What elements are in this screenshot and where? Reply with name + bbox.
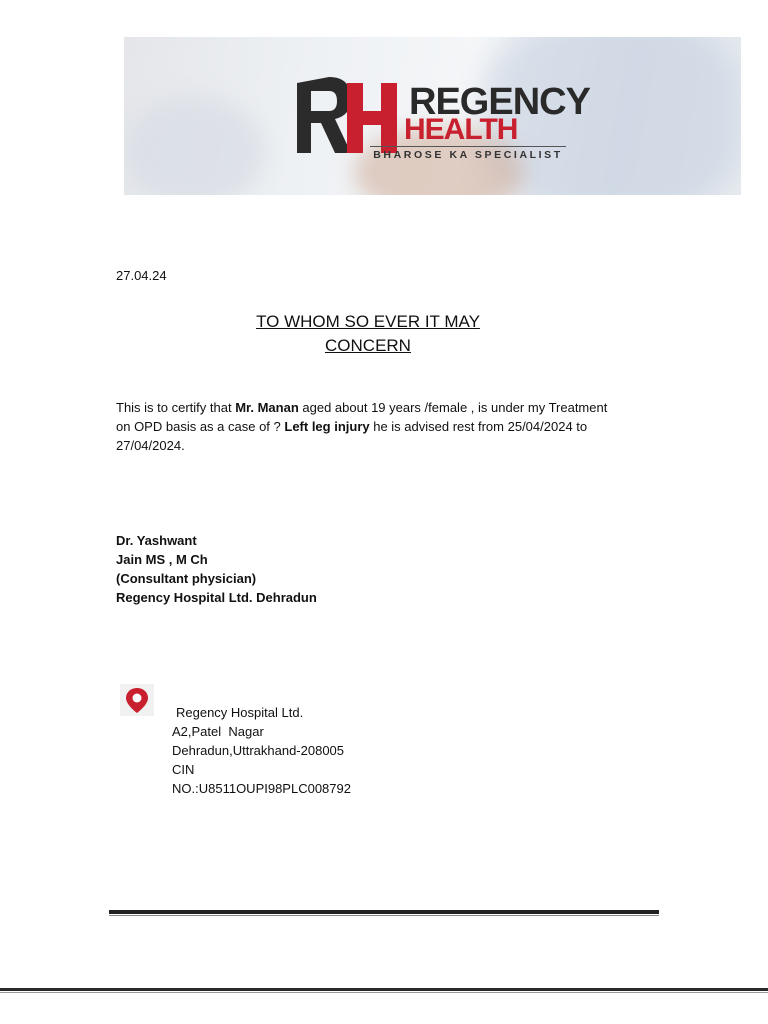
brand-name-health: HEALTH — [404, 113, 518, 146]
letter-title — [230, 310, 506, 358]
address-line-4: CIN — [172, 762, 195, 777]
address-line-5: NO.:U8511OUPI98PLC008792 — [172, 781, 351, 796]
body-text-1: This is to certify that — [116, 400, 236, 415]
page-bottom-divider — [0, 988, 768, 991]
banner-photo-bg — [124, 97, 264, 195]
brand-tagline: BHAROSE KA SPECIALIST — [370, 146, 566, 161]
address-line-2: A2,Patel Nagar — [172, 724, 264, 739]
brand-name-regency: REGENCY — [409, 81, 590, 123]
footer-address — [172, 703, 351, 798]
footer-divider-shadow — [109, 915, 659, 916]
address-line-1: Regency Hospital Ltd. — [176, 705, 304, 720]
title-line-2: CONCERN — [325, 336, 411, 355]
header-banner — [124, 37, 741, 195]
page-bottom-divider-shadow — [0, 992, 768, 993]
certificate-body — [116, 398, 616, 455]
footer-divider — [109, 910, 659, 914]
doctor-qualification: Jain MS , M Ch — [116, 552, 208, 567]
body-text-2: aged about 19 years /female , is under my Treatment on OPD basis as a case of ? — [116, 400, 608, 434]
doctor-role: (Consultant physician) — [116, 571, 257, 586]
signature-block — [116, 531, 317, 607]
diagnosis: Left leg injury — [284, 419, 370, 434]
location-pin-icon — [120, 684, 154, 716]
doctor-name: Dr. Yashwant — [116, 533, 197, 548]
hospital-name: Regency Hospital Ltd. Dehradun — [116, 590, 317, 605]
patient-name: Mr. Manan — [235, 400, 299, 415]
letter-date: 27.04.24 — [116, 268, 167, 283]
title-line-1: TO WHOM SO EVER IT MAY — [256, 312, 480, 331]
address-line-3: Dehradun,Uttrakhand-208005 — [172, 743, 345, 758]
body-text-3: he is advised rest from 25/04/2024 to 27/04/2024. — [116, 419, 588, 453]
